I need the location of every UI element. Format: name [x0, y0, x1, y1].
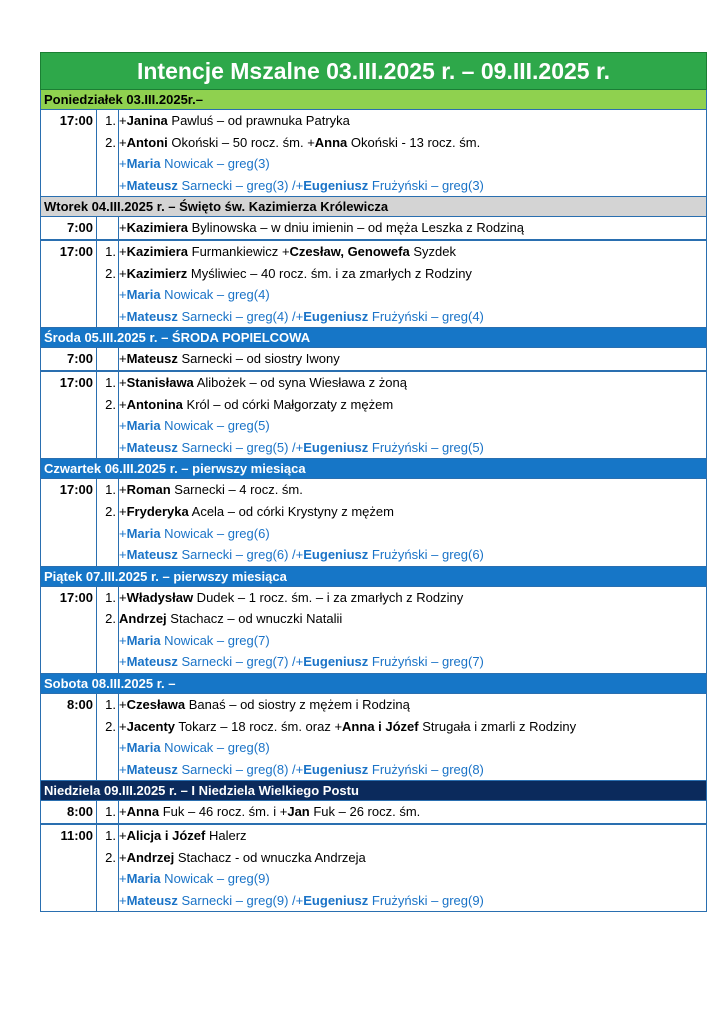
- entry-number: [97, 217, 118, 239]
- mass-time-text: 11:00: [60, 828, 93, 844]
- intention-entry: [119, 306, 706, 328]
- entry-name: Mateusz: [126, 177, 178, 193]
- entry-numbers: [97, 241, 119, 327]
- entry-text2: Frużyński – greg(3): [368, 177, 484, 193]
- entry-text: Furmankiewicz: [188, 243, 282, 259]
- entry-text: Sarnecki – 4 rocz. śm.: [170, 482, 303, 498]
- entry-plus: +: [119, 396, 127, 412]
- mass-time: [41, 801, 97, 823]
- entry-text: Nowicak – greg(6): [160, 525, 270, 541]
- mass-time-text: 17:00: [59, 113, 93, 128]
- mass-time: [41, 694, 97, 780]
- mass-time-text: 8:00: [66, 804, 93, 820]
- intention-entry: [119, 372, 706, 394]
- day-header: Piątek 07.III.2025 r. – pierwszy miesiąca: [40, 567, 707, 587]
- entry-plus: +: [119, 482, 127, 498]
- entry-number: [97, 284, 118, 306]
- entry-text: Sarnecki – greg(5) /: [177, 439, 296, 455]
- entry-number: [97, 175, 118, 197]
- day-header: Czwartek 06.III.2025 r. – pierwszy miesiąca: [40, 459, 707, 479]
- mass-row: [40, 694, 707, 781]
- entry-plus: +: [119, 177, 127, 193]
- entry-number: 2.: [105, 134, 116, 150]
- entry-name: Roman: [126, 482, 171, 498]
- entry-text: Fuk – 46 rocz. śm. i: [159, 804, 280, 820]
- mass-row: [40, 110, 707, 197]
- entry-plus: +: [119, 632, 127, 648]
- entry-name: Alicja i Józef: [126, 828, 206, 844]
- entry-plus: +: [119, 740, 127, 756]
- intention-entry: [119, 153, 706, 175]
- entry-text: Sarnecki – greg(3) /: [177, 177, 296, 193]
- entry-text: Sarnecki – greg(4) /: [177, 308, 296, 324]
- entry-name: Mateusz: [126, 547, 178, 563]
- entry-numbers: [97, 587, 119, 673]
- entry-text: Nowicak – greg(4): [160, 287, 270, 303]
- entry-number: [97, 737, 118, 759]
- entry-list: [119, 479, 706, 565]
- entry-text: Nowicak – greg(3): [160, 156, 270, 172]
- entry-plus: +: [119, 828, 127, 844]
- intention-entry: [119, 608, 706, 630]
- entry-name: Stanisława: [126, 374, 194, 390]
- entry-name2: Eugeniusz: [303, 654, 369, 670]
- entry-text: Dudek – 1 rocz. śm. – i za zmarłych z Rodziny: [193, 589, 464, 605]
- entry-plus2: +: [295, 177, 304, 193]
- mass-time-text: 7:00: [66, 351, 93, 367]
- intention-entry: [119, 110, 706, 132]
- entry-text: Król – od córki Małgorzaty z mężem: [182, 396, 394, 412]
- intention-entry: [119, 890, 706, 912]
- entry-name2: Jan: [287, 804, 310, 820]
- entry-name: Maria: [126, 418, 161, 434]
- entry-name2: Eugeniusz: [303, 439, 369, 455]
- intention-entry: [119, 217, 706, 239]
- intention-entry: [119, 868, 706, 890]
- entry-number: [97, 630, 118, 652]
- entry-plus: +: [119, 547, 127, 563]
- entry-number: 1.: [105, 804, 116, 820]
- entry-list: [119, 241, 706, 327]
- intention-entry: [119, 759, 706, 781]
- entry-plus2: +: [295, 308, 304, 324]
- entry-number: 1.: [105, 243, 116, 259]
- mass-row: [40, 348, 707, 371]
- entry-plus2: +: [334, 718, 343, 734]
- entry-number: 2.: [105, 718, 116, 734]
- entry-name2: Anna i Józef: [342, 718, 419, 734]
- entry-plus: +: [119, 697, 127, 713]
- entry-plus: +: [119, 308, 127, 324]
- entry-list: [119, 587, 706, 673]
- entry-name: Janina: [126, 113, 168, 128]
- entry-text2: Okoński - 13 rocz. śm.: [347, 134, 481, 150]
- entry-text: Bylinowska – w dniu imienin – od męża Leszka z Rodziną: [188, 220, 525, 236]
- entry-name: Maria: [126, 525, 161, 541]
- mass-time: [41, 825, 97, 911]
- entry-name: Władysław: [126, 589, 194, 605]
- day-header: Wtorek 04.III.2025 r. – Święto św. Kazimierza Królewicza: [40, 197, 707, 217]
- entry-number: [97, 348, 118, 370]
- entry-name2: Eugeniusz: [303, 892, 369, 908]
- entry-name: Andrzej: [119, 611, 167, 627]
- entry-numbers: [97, 372, 119, 458]
- entry-plus: +: [119, 439, 127, 455]
- mass-time-text: 17:00: [59, 482, 93, 498]
- entry-name: Kazimierz: [126, 265, 188, 281]
- entry-text2: Fuk – 26 rocz. śm.: [309, 804, 421, 820]
- entry-number: 1.: [105, 113, 116, 128]
- entry-text: Halerz: [205, 828, 247, 844]
- entry-plus2: +: [295, 654, 304, 670]
- page-title: Intencje Mszalne 03.III.2025 r. – 09.III.2025 r.: [40, 52, 707, 90]
- entry-name2: Eugeniusz: [303, 547, 369, 563]
- mass-time: [41, 348, 97, 370]
- entry-plus: +: [119, 134, 127, 150]
- entry-plus: +: [119, 804, 127, 820]
- entry-number: [97, 544, 118, 566]
- entry-plus: +: [119, 871, 127, 887]
- entry-plus: +: [119, 892, 127, 908]
- entry-plus: +: [119, 525, 127, 541]
- entry-name: Mateusz: [126, 351, 178, 367]
- mass-time: [41, 479, 97, 565]
- entry-text: Myśliwiec – 40 rocz. śm. i za zmarłych z Rodziny: [187, 265, 472, 281]
- intention-entry: [119, 437, 706, 459]
- entry-number: 2.: [105, 503, 116, 519]
- mass-row: [40, 801, 707, 824]
- entry-plus: +: [119, 761, 127, 777]
- entry-list: [119, 372, 706, 458]
- entry-numbers: [97, 694, 119, 780]
- entry-plus: +: [119, 849, 127, 865]
- entry-number: 1.: [105, 482, 116, 498]
- entry-text2: Frużyński – greg(4): [368, 308, 484, 324]
- day-header: Poniedziałek 03.III.2025r.–: [40, 90, 707, 110]
- entry-number: [97, 759, 118, 781]
- mass-time: [41, 241, 97, 327]
- mass-row: [40, 587, 707, 674]
- entry-numbers: [97, 825, 119, 911]
- entry-name: Maria: [126, 156, 161, 172]
- entry-name: Kazimiera: [126, 220, 189, 236]
- entry-name: Andrzej: [126, 849, 175, 865]
- entry-text2: Frużyński – greg(5): [368, 439, 484, 455]
- intention-entry: [119, 801, 706, 823]
- entry-plus2: +: [295, 547, 304, 563]
- entry-name: Maria: [126, 287, 161, 303]
- entry-plus2: +: [295, 439, 304, 455]
- intention-entry: [119, 241, 706, 263]
- intention-entry: [119, 394, 706, 416]
- entry-number: [97, 153, 118, 175]
- entry-text: Sarnecki – greg(8) /: [177, 761, 296, 777]
- entry-name: Jacenty: [126, 718, 176, 734]
- entry-plus2: +: [279, 804, 288, 820]
- intention-entry: [119, 501, 706, 523]
- entry-text: Sarnecki – greg(7) /: [177, 654, 296, 670]
- entry-plus: +: [119, 654, 127, 670]
- entry-plus: +: [119, 265, 127, 281]
- entry-number: [97, 523, 118, 545]
- entry-plus2: +: [295, 892, 304, 908]
- entry-number: [97, 868, 118, 890]
- entry-text: Nowicak – greg(5): [160, 418, 270, 434]
- entry-number: [97, 890, 118, 912]
- entry-number: 2.: [105, 396, 116, 412]
- entry-number: 2.: [105, 849, 116, 865]
- entry-name2: Czesław, Genowefa: [289, 243, 410, 259]
- entry-name2: Eugeniusz: [303, 761, 369, 777]
- entry-name: Maria: [126, 632, 161, 648]
- intention-entry: [119, 132, 706, 154]
- entry-number: [97, 306, 118, 328]
- entry-name: Mateusz: [126, 892, 178, 908]
- mass-time-text: 17:00: [59, 589, 93, 605]
- entry-text: Acela – od córki Krystyny z mężem: [188, 503, 394, 519]
- entry-list: [119, 825, 706, 911]
- entry-number: 1.: [105, 374, 116, 390]
- entry-name: Mateusz: [126, 439, 178, 455]
- mass-row: [40, 479, 707, 566]
- entry-plus: +: [119, 156, 127, 172]
- day-header: Niedziela 09.III.2025 r. – I Niedziela Wielkiego Postu: [40, 781, 707, 801]
- entry-text: Sarnecki – greg(6) /: [177, 547, 296, 563]
- intention-entry: [119, 587, 706, 609]
- entry-text2: Frużyński – greg(7): [368, 654, 484, 670]
- entry-name: Kazimiera: [126, 243, 189, 259]
- intention-entry: [119, 523, 706, 545]
- intention-entry: [119, 825, 706, 847]
- intention-entry: [119, 651, 706, 673]
- entry-list: [119, 217, 706, 239]
- entry-list: [119, 348, 706, 370]
- intention-entry: [119, 479, 706, 501]
- entry-number: 1.: [105, 697, 116, 713]
- entry-number: 2.: [105, 265, 116, 281]
- intention-entry: [119, 847, 706, 869]
- entry-name: Antonina: [126, 396, 183, 412]
- entry-plus: +: [119, 287, 127, 303]
- entry-name: Mateusz: [126, 308, 178, 324]
- entry-text2: Frużyński – greg(8): [368, 761, 484, 777]
- mass-time-text: 7:00: [66, 220, 93, 236]
- entry-number: [97, 651, 118, 673]
- entry-name: Czesława: [126, 697, 186, 713]
- entry-numbers: [97, 217, 119, 239]
- intentions-sheet: [40, 52, 707, 912]
- entry-plus: +: [119, 718, 127, 734]
- intention-entry: [119, 544, 706, 566]
- entry-text2: Syzdek: [409, 243, 456, 259]
- entry-name: Fryderyka: [126, 503, 189, 519]
- entry-plus: +: [119, 503, 127, 519]
- entry-name2: Eugeniusz: [303, 177, 369, 193]
- entry-plus: +: [119, 589, 127, 605]
- intention-entry: [119, 284, 706, 306]
- entry-text: Nowicak – greg(7): [160, 632, 270, 648]
- entry-name: Mateusz: [126, 654, 178, 670]
- mass-row: [40, 371, 707, 459]
- entry-number: [97, 437, 118, 459]
- mass-row: [40, 217, 707, 240]
- entry-list: [119, 801, 706, 823]
- entry-name: Mateusz: [126, 761, 178, 777]
- entry-plus: +: [119, 113, 127, 128]
- entry-plus: +: [119, 220, 127, 236]
- entry-text: Nowicak – greg(9): [160, 871, 270, 887]
- entry-name2: Anna: [314, 134, 348, 150]
- entry-text: Alibożek – od syna Wiesława z żoną: [193, 374, 407, 390]
- intention-entry: [119, 415, 706, 437]
- mass-time: [41, 372, 97, 458]
- entry-text2: Strugała i zmarli z Rodziny: [418, 718, 577, 734]
- mass-time-text: 8:00: [66, 697, 93, 713]
- entry-text: Sarnecki – greg(9) /: [177, 892, 296, 908]
- mass-time: [41, 587, 97, 673]
- mass-time: [41, 110, 97, 196]
- entry-number: 2.: [105, 611, 116, 627]
- entry-text: Stachacz - od wnuczka Andrzeja: [174, 849, 366, 865]
- entry-text2: Frużyński – greg(9): [368, 892, 484, 908]
- entry-plus: +: [119, 243, 127, 259]
- entry-list: [119, 110, 706, 196]
- entry-numbers: [97, 348, 119, 370]
- entry-number: [97, 415, 118, 437]
- entry-text: Sarnecki – od siostry Iwony: [177, 351, 340, 367]
- entry-text: Banaś – od siostry z mężem i Rodziną: [185, 697, 410, 713]
- entry-name: Anna: [126, 804, 160, 820]
- mass-time-text: 17:00: [59, 374, 93, 390]
- entry-text2: Frużyński – greg(6): [368, 547, 484, 563]
- entry-name: Maria: [126, 740, 161, 756]
- day-header: Środa 05.III.2025 r. – ŚRODA POPIELCOWA: [40, 328, 707, 348]
- intention-entry: [119, 348, 706, 370]
- entry-plus: +: [119, 351, 127, 367]
- days-list: [40, 90, 707, 912]
- entry-text: Pawluś – od prawnuka Patryka: [167, 113, 350, 128]
- intention-entry: [119, 716, 706, 738]
- entry-numbers: [97, 479, 119, 565]
- entry-plus2: +: [281, 243, 290, 259]
- entry-plus: +: [119, 374, 127, 390]
- entry-plus2: +: [295, 761, 304, 777]
- entry-number: 1.: [105, 828, 116, 844]
- intention-entry: [119, 694, 706, 716]
- entry-numbers: [97, 110, 119, 196]
- entry-name: Antoni: [126, 134, 168, 150]
- intention-entry: [119, 737, 706, 759]
- intention-entry: [119, 263, 706, 285]
- intention-entry: [119, 630, 706, 652]
- entry-plus2: +: [307, 134, 315, 150]
- entry-numbers: [97, 801, 119, 823]
- mass-row: [40, 824, 707, 912]
- intention-entry: [119, 175, 706, 197]
- entry-text: Stachacz – od wnuczki Natalii: [166, 611, 343, 627]
- entry-plus: +: [119, 418, 127, 434]
- entry-text: Tokarz – 18 rocz. śm. oraz: [175, 718, 335, 734]
- entry-number: 1.: [105, 589, 116, 605]
- entry-list: [119, 694, 706, 780]
- entry-text: Okoński – 50 rocz. śm.: [167, 134, 308, 150]
- entry-text: Nowicak – greg(8): [160, 740, 270, 756]
- mass-row: [40, 240, 707, 328]
- entry-name: Maria: [126, 871, 161, 887]
- mass-time: [41, 217, 97, 239]
- day-header: Sobota 08.III.2025 r. –: [40, 674, 707, 694]
- mass-time-text: 17:00: [59, 243, 93, 259]
- entry-name2: Eugeniusz: [303, 308, 369, 324]
